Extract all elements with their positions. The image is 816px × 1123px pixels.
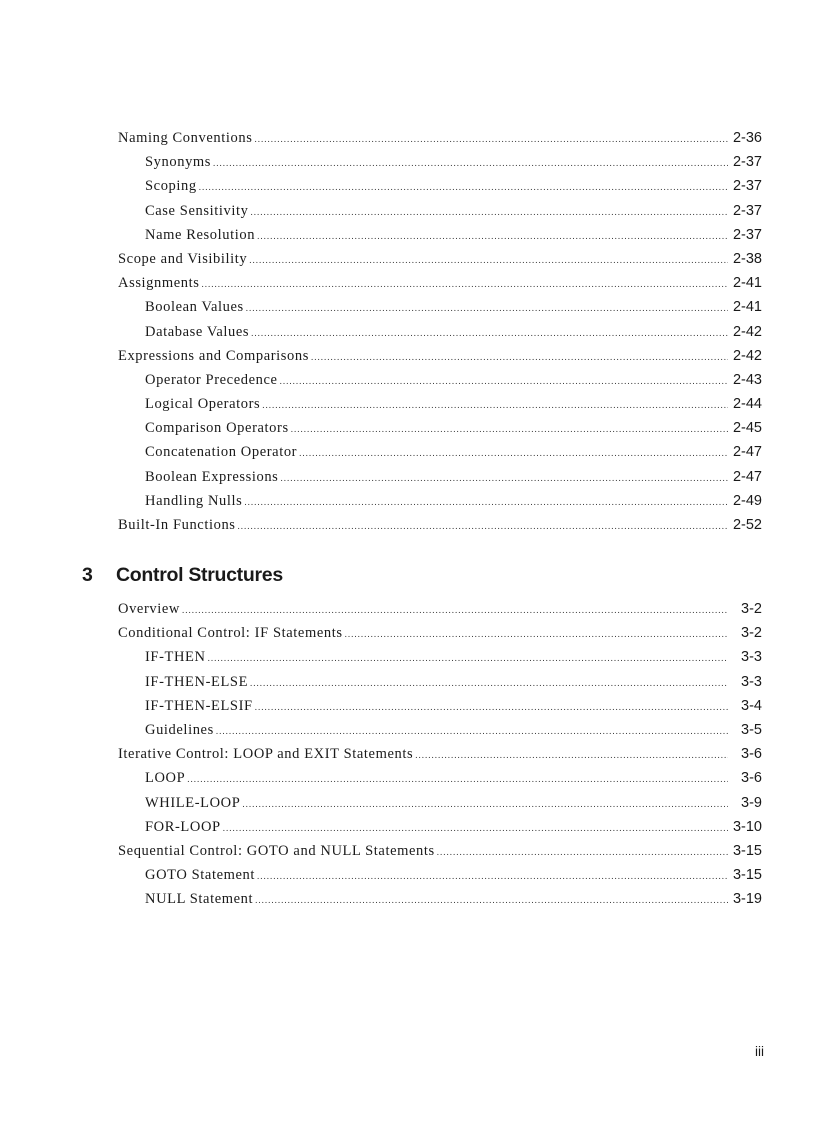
toc-entry[interactable] — [118, 493, 762, 517]
toc-entry-page: 3-19 — [732, 891, 762, 908]
toc-entry[interactable] — [118, 625, 762, 649]
toc-entry[interactable] — [118, 444, 762, 468]
dot-leader — [202, 279, 728, 289]
dot-leader — [345, 629, 728, 639]
toc-entry[interactable] — [118, 517, 762, 541]
toc-entry-page: 2-37 — [732, 178, 762, 195]
toc-entry-title: Expressions and Comparisons — [118, 347, 309, 364]
chapter-title: Control Structures — [116, 564, 283, 586]
chapter-number: 3 — [82, 564, 93, 586]
toc-entry[interactable] — [118, 469, 762, 493]
toc-entry[interactable] — [118, 843, 762, 867]
toc-entry-title: Guidelines — [145, 721, 214, 738]
toc-entry-title: FOR-LOOP — [145, 818, 221, 835]
dot-leader — [250, 678, 728, 688]
toc-entry[interactable] — [118, 154, 762, 178]
dot-leader — [223, 823, 728, 833]
toc-entry[interactable] — [118, 372, 762, 396]
toc-entry-title: IF-THEN-ELSE — [145, 673, 249, 690]
toc-entry[interactable] — [118, 819, 762, 843]
dot-leader — [250, 207, 728, 217]
toc-entry[interactable] — [118, 348, 762, 372]
toc-entry-page: 2-47 — [732, 468, 762, 485]
toc-entry-page: 3-2 — [741, 625, 762, 642]
dot-leader — [242, 799, 728, 809]
toc-entry-page: 2-41 — [732, 275, 762, 292]
toc-entry-title: Operator Precedence — [145, 371, 278, 388]
dot-leader — [251, 328, 728, 338]
toc-entry-page: 3-6 — [741, 746, 762, 763]
dot-leader — [238, 521, 728, 531]
toc-entry-title: IF-THEN — [145, 649, 206, 666]
toc-entry-page: 2-38 — [732, 250, 762, 267]
toc-entry-title: Handling Nulls — [145, 492, 243, 509]
toc-entry[interactable] — [118, 770, 762, 794]
toc-entry-page: 3-3 — [741, 673, 762, 690]
dot-leader — [246, 303, 728, 313]
toc-entry-title: Naming Conventions — [118, 130, 253, 146]
toc-entry[interactable] — [118, 227, 762, 251]
toc-entry-page: 2-36 — [732, 130, 762, 146]
toc-entry[interactable] — [118, 674, 762, 698]
toc-entry-page: 2-37 — [732, 154, 762, 171]
dot-leader — [299, 448, 728, 458]
toc-entry-title: IF-THEN-ELSIF — [145, 697, 253, 714]
dot-leader — [437, 847, 728, 857]
toc-entry[interactable] — [118, 299, 762, 323]
toc-entry-page: 2-43 — [732, 371, 762, 388]
toc-entry[interactable] — [118, 795, 762, 819]
dot-leader — [257, 231, 728, 241]
toc-entry[interactable] — [118, 396, 762, 420]
dot-leader — [262, 400, 728, 410]
toc-entry[interactable] — [118, 251, 762, 275]
dot-leader — [255, 702, 728, 712]
toc-entry-title: Overview — [118, 601, 180, 617]
toc-entry-title: Built-In Functions — [118, 517, 236, 533]
toc-entry[interactable] — [118, 746, 762, 770]
toc-section-chapter-3 — [118, 601, 762, 915]
dot-leader — [254, 134, 728, 144]
toc-entry-title: Synonyms — [145, 154, 212, 171]
toc-entry-title: Comparison Operators — [145, 420, 289, 437]
toc-entry-title: GOTO Statement — [145, 867, 256, 884]
toc-entry-page: 3-10 — [732, 818, 762, 835]
dot-leader — [280, 376, 728, 386]
dot-leader — [187, 774, 728, 784]
toc-entry-page: 3-4 — [741, 697, 762, 714]
toc-entry-title: Sequential Control: GOTO and NULL Statements — [118, 842, 435, 859]
toc-entry[interactable] — [118, 178, 762, 202]
toc-entry-page: 3-15 — [732, 867, 762, 884]
toc-entry-title: Concatenation Operator — [145, 444, 298, 461]
dot-leader — [216, 726, 728, 736]
dot-leader — [244, 497, 728, 507]
toc-entry-page: 2-41 — [732, 299, 762, 316]
toc-entry-title: WHILE-LOOP — [145, 794, 241, 811]
toc-entry-page: 3-3 — [741, 649, 762, 666]
toc-entry-title: Scoping — [145, 178, 197, 195]
toc-entry-page: 2-42 — [732, 323, 762, 340]
toc-entry-title: Case Sensitivity — [145, 202, 249, 219]
toc-entry-page: 3-2 — [741, 601, 762, 617]
toc-entry[interactable] — [118, 601, 762, 625]
toc-entry-page: 2-44 — [732, 396, 762, 413]
toc-entry-page: 2-42 — [732, 347, 762, 364]
dot-leader — [213, 158, 728, 168]
toc-entry-title: Iterative Control: LOOP and EXIT Statements — [118, 746, 414, 763]
toc-entry[interactable] — [118, 130, 762, 154]
toc-entry-title: Database Values — [145, 323, 250, 340]
toc-entry-page: 3-15 — [732, 842, 762, 859]
toc-entry[interactable] — [118, 698, 762, 722]
dot-leader — [182, 605, 728, 615]
toc-entry[interactable] — [118, 867, 762, 891]
toc-entry-title: Scope and Visibility — [118, 250, 248, 267]
dot-leader — [280, 473, 728, 483]
dot-leader — [199, 182, 728, 192]
toc-entry-page: 2-37 — [732, 202, 762, 219]
toc-entry-title: LOOP — [145, 770, 186, 787]
toc-entry-page: 2-45 — [732, 420, 762, 437]
toc-entry-title: NULL Statement — [145, 891, 254, 908]
dot-leader — [257, 871, 728, 881]
toc-entry-page: 3-6 — [741, 770, 762, 787]
dot-leader — [208, 653, 728, 663]
toc-entry-page: 2-52 — [732, 517, 762, 533]
toc-entry-title: Name Resolution — [145, 226, 256, 243]
toc-entry[interactable] — [118, 722, 762, 746]
toc-entry-page: 2-49 — [732, 492, 762, 509]
toc-entry-title: Logical Operators — [145, 396, 261, 413]
dot-leader — [291, 424, 728, 434]
chapter-heading — [82, 564, 283, 587]
dot-leader — [311, 352, 728, 362]
toc-entry[interactable] — [118, 649, 762, 673]
dot-leader — [255, 895, 728, 905]
page-number: iii — [755, 1044, 764, 1059]
toc-entry-title: Conditional Control: IF Statements — [118, 625, 343, 642]
toc-entry-page: 3-5 — [741, 721, 762, 738]
toc-entry-page: 3-9 — [741, 794, 762, 811]
toc-entry[interactable] — [118, 203, 762, 227]
toc-entry[interactable] — [118, 275, 762, 299]
dot-leader — [249, 255, 728, 265]
toc-entry-page: 2-47 — [732, 444, 762, 461]
toc-section-continued — [118, 130, 762, 541]
toc-entry-title: Boolean Values — [145, 299, 244, 316]
toc-entry-page: 2-37 — [732, 226, 762, 243]
dot-leader — [415, 750, 728, 760]
toc-entry[interactable] — [118, 891, 762, 915]
toc-entry[interactable] — [118, 420, 762, 444]
toc-entry-title: Assignments — [118, 275, 200, 292]
toc-entry-title: Boolean Expressions — [145, 468, 279, 485]
toc-entry[interactable] — [118, 324, 762, 348]
